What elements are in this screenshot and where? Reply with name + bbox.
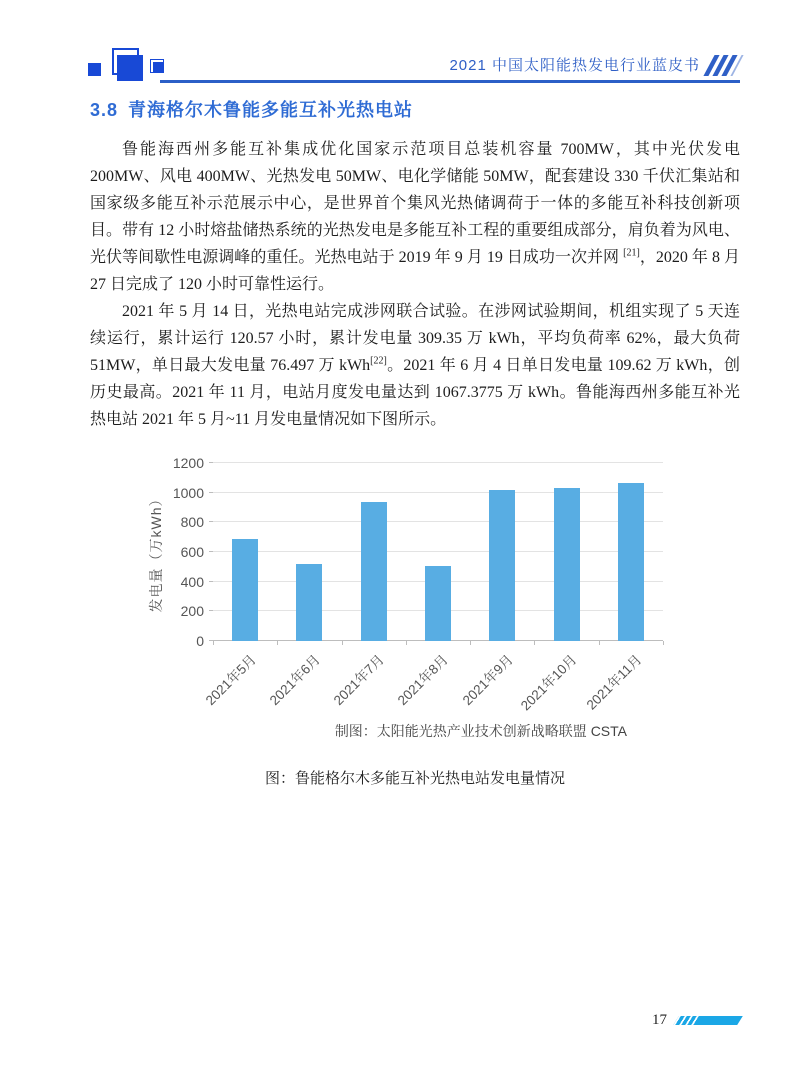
bar-2021年8月	[425, 566, 451, 641]
y-tick-label: 1000	[172, 484, 204, 501]
bar-slot	[213, 463, 277, 641]
y-tick-label: 1200	[172, 455, 204, 471]
x-tick	[663, 641, 664, 645]
x-tick-label: 2021年9月	[459, 651, 516, 709]
x-tick-label: 2021年11月	[583, 651, 645, 713]
y-tick-label: 0	[196, 633, 204, 649]
bar-2021年5月	[232, 539, 258, 641]
paragraph-1-text: 鲁能海西州多能互补集成优化国家示范项目总装机容量 700MW，其中光伏发电 200MW、风电 400MW、光热发电 50MW、电化学储能 50MW，配套建设 330 千伏汇集站和国家级多能互补示范展示中心，是世界首个集风光热储调荷于一体的多能互补科技创新项目。带有 12 小时熔盐储热系统的光热发电是多能互补工程的重要组成部分，肩负着为风电、光伏等间歇性电源调峰的重任。光热电站于 2019 年 9 月 19 日成功一次并网	[90, 141, 740, 266]
y-tick-label: 800	[180, 514, 204, 531]
bar-2021年9月	[489, 490, 515, 641]
bar-slot	[470, 463, 534, 641]
paragraph-2-text: 2021 年 5 月 14 日，光热电站完成涉网联合试验。在涉网试验期间，机组实现了 5 天连续运行，累计运行 120.57 小时，累计发电量 309.35 万 kWh，平均负荷率 62%，最大负荷 51MW，单日最大发电量 76.497 万 kWh	[90, 303, 740, 374]
paragraph-1-text: ，2020 年 8 月 27 日完成了 120 小时可靠性运行。	[90, 249, 740, 293]
chart-credit: 制图：太阳能光热产业技术创新战略联盟 CSTA	[334, 723, 627, 739]
footer-bar-icon	[673, 1016, 743, 1025]
figure-caption: 图：鲁能格尔木多能互补光热电站发电量情况	[264, 771, 565, 787]
x-tick-label: 2021年7月	[330, 651, 388, 709]
logo-square-solid-small	[153, 62, 163, 72]
x-tick-label: 2021年10月	[518, 651, 580, 714]
section-number: 3.8	[90, 100, 119, 120]
y-axis-labels	[167, 455, 213, 649]
paragraph-2	[90, 298, 740, 433]
y-tick-label: 200	[180, 603, 204, 620]
y-axis-title-text: 发电量（万kWh）	[148, 491, 164, 613]
logo-square-solid	[117, 55, 143, 81]
generation-chart-figure	[145, 455, 665, 788]
x-axis-labels	[202, 641, 663, 715]
bar-slot	[277, 463, 341, 641]
x-tick-label: 2021年6月	[266, 651, 323, 709]
y-tick-label: 600	[180, 544, 204, 560]
bar-slot	[406, 463, 470, 641]
bar-2021年6月	[296, 564, 322, 641]
bar-slot	[342, 463, 406, 641]
bar-slot	[534, 463, 598, 641]
page-footer	[652, 1012, 740, 1029]
section-title: 青海格尔木鲁能多能互补光热电站	[128, 100, 414, 120]
x-label-slot	[395, 641, 470, 715]
x-label-slot	[266, 641, 341, 715]
bar-2021年7月	[361, 502, 387, 641]
bar-slot	[599, 463, 663, 641]
logo	[88, 48, 170, 86]
footnote-ref-21: [21]	[623, 247, 640, 259]
y-tick-label: 400	[180, 573, 204, 590]
y-axis-title	[145, 463, 167, 641]
bar-2021年10月	[554, 488, 580, 641]
header-title: 2021 中国太阳能热发电行业蓝皮书	[449, 57, 700, 74]
x-tick-label: 2021年8月	[395, 651, 452, 709]
bar-2021年11月	[618, 483, 644, 641]
bars	[213, 463, 663, 641]
bar-chart	[145, 455, 665, 715]
footnote-ref-22: [22]	[370, 355, 387, 367]
slashes-icon	[706, 55, 742, 77]
header-rule	[160, 80, 740, 83]
paragraph-2-text: 。2021 年 6 月 4 日单日发电量 109.62 万 kWh，创历史最高。2021 年 11 月，电站月度发电量达到 1067.3775 万 kWh。鲁能海西州多能互补光热电站 2021 年 5 月~11 月发电量情况如下图所示。	[90, 357, 740, 428]
x-label-slot	[202, 641, 277, 715]
section-heading	[90, 96, 740, 122]
x-label-slot	[330, 641, 406, 715]
plot-area	[213, 463, 663, 641]
logo-square-small	[88, 63, 101, 76]
x-tick-label: 2021年5月	[202, 651, 259, 709]
paragraph-1	[90, 136, 740, 298]
page-number: 17	[652, 1012, 667, 1028]
x-label-slot	[583, 641, 663, 715]
